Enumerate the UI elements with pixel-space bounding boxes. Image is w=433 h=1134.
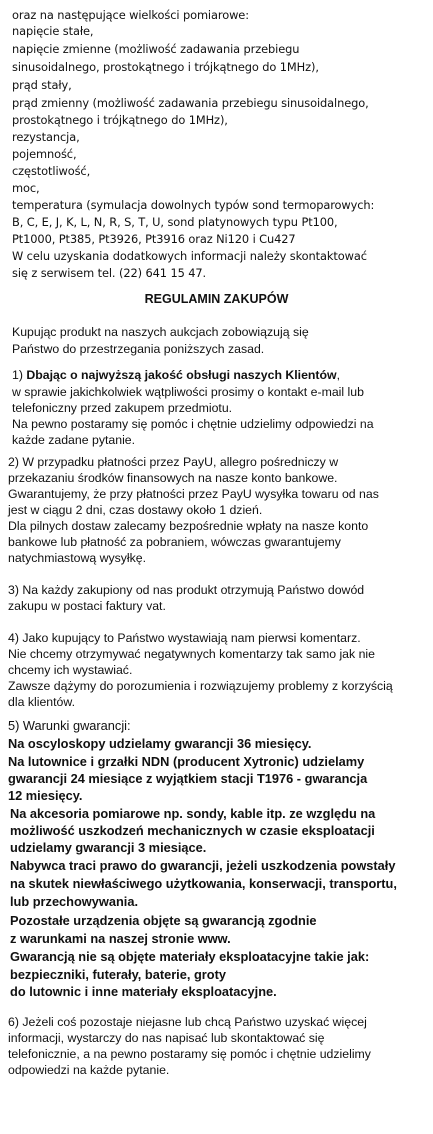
rule-1-line: telefoniczny przed zakupem przedmiotu. (12, 401, 233, 415)
warranty-line: Gwarancją nie są objęte materiały eksploatacyjne takie jak: (10, 949, 370, 964)
warranty-line: Pozostałe urządzenia objęte są gwarancją zgodnie (10, 913, 317, 928)
measurement-line: częstotliwość, (12, 164, 91, 178)
warranty-line: Na lutownice i grzałki NDN (producent Xytronic) udzielamy (8, 754, 365, 769)
warranty-line: Na oscyloskopy udzielamy gwarancji 36 miesięcy. (8, 736, 312, 751)
rule-1-number: 1) (12, 368, 27, 382)
warranty-line: 12 miesięcy. (8, 788, 83, 803)
warranty-line: lub przechowywania. (10, 894, 138, 909)
measurement-line: pojemność, (12, 147, 77, 161)
rule-2-line: natychmiastową wysyłkę. (8, 551, 147, 565)
rule-4-line: Nie chcemy otrzymywać negatywnych komentarzy tak samo jak nie (8, 647, 375, 661)
regulations-title: REGULAMIN ZAKUPÓW (144, 292, 289, 306)
rule-4-line: Zawsze dążymy do porozumienia i rozwiązujemy problemy z korzyścią (8, 679, 393, 693)
rule-2-line: przekazaniu środków finansowych na nasze konto bankowe. (8, 471, 338, 485)
rule-3-line: zakupu w postaci faktury vat. (8, 599, 166, 613)
measurement-line: rezystancja, (12, 130, 80, 144)
warranty-line: Nabywca traci prawo do gwarancji, jeżeli uszkodzenia powstały (10, 858, 396, 873)
rule-1-comma: , (336, 368, 341, 382)
rule-6-line: odpowiedzi na każde pytanie. (8, 1063, 170, 1077)
warranty-line: bezpieczniki, futerały, baterie, groty (10, 967, 226, 982)
rule-6-line: 6) Jeżeli coś pozostaje niejasne lub chcą Państwo uzyskać więcej (8, 1015, 367, 1029)
measurement-line: moc, (12, 181, 40, 195)
warranty-line: możliwość uszkodzeń mechanicznych w czasie eksploatacji (10, 823, 375, 838)
rule-2-line: Dla pilnych dostaw zalecamy bezpośrednie wpłaty na nasze konto (8, 519, 369, 533)
rule-3-line: 3) Na każdy zakupiony od nas produkt otrzymują Państwo dowód (8, 583, 365, 597)
measurement-line: temperatura (symulacja dowolnych typów sond termoparowych: (12, 198, 375, 212)
measurement-line: prąd stały, (12, 78, 72, 92)
measurement-line: prostokątnego i trójkątnego do 1MHz), (12, 113, 228, 127)
intro-line: Kupując produkt na naszych aukcjach zobowiązują się (12, 325, 309, 339)
measurement-line: sinusoidalnego, prostokątnego i trójkątnego do 1MHz), (12, 60, 319, 74)
rule-1-line: w sprawie jakichkolwiek wątpliwości prosimy o kontakt e-mail lub (12, 385, 364, 399)
warranty-line: do lutownic i inne materiały eksploatacyjne. (10, 984, 277, 999)
warranty-line: udzielamy gwarancji 3 miesiące. (10, 840, 207, 855)
warranty-line: na skutek niewłaściwego użytkowania, konserwacji, transportu, (10, 876, 397, 891)
rule-1-line: każde zadane pytanie. (12, 433, 136, 447)
warranty-line: z warunkami na naszej stronie www. (10, 931, 231, 946)
rule-4-line: 4) Jako kupujący to Państwo wystawiają nam pierwsi komentarz. (8, 631, 361, 645)
rule-2-line: Gwarantujemy, że przy płatności przez PayU wysyłka towaru od nas (8, 487, 379, 501)
measurement-line: prąd zmienny (możliwość zadawania przebiegu sinusoidalnego, (12, 96, 369, 110)
rule-5-heading: 5) Warunki gwarancji: (8, 718, 131, 733)
rule-4-line: chcemy ich wystawiać. (8, 663, 133, 677)
rule-1-line: Na pewno postaramy się pomóc i chętnie udzielimy odpowiedzi na (12, 417, 374, 431)
rule-4-line: dla klientów. (8, 695, 75, 709)
measurement-line: napięcie stałe, (12, 24, 94, 38)
measurement-line: W celu uzyskania dodatkowych informacji należy skontaktować (12, 249, 367, 263)
rule-1-heading (12, 368, 340, 382)
measurement-line: Pt1000, Pt385, Pt3926, Pt3916 oraz Ni120 i Cu427 (12, 232, 296, 246)
measurement-line: się z serwisem tel. (22) 641 15 47. (12, 266, 207, 280)
warranty-line: gwarancji 24 miesiące z wyjątkiem stacji T1976 - gwarancja (8, 771, 368, 786)
measurement-line: B, C, E, J, K, L, N, R, S, T, U, sond platynowych typu Pt100, (12, 215, 338, 229)
measurement-line: napięcie zmienne (możliwość zadawania przebiegu (12, 42, 300, 56)
warranty-line: Na akcesoria pomiarowe np. sondy, kable itp. ze względu na (10, 806, 376, 821)
intro-line: Państwo do przestrzegania poniższych zasad. (12, 342, 265, 356)
rule-6-line: informacji, wystarczy do nas napisać lub skontaktować się (8, 1031, 325, 1045)
rule-2-line: 2) W przypadku płatności przez PayU, allegro pośredniczy w (8, 455, 339, 469)
rule-2-line: jest w ciągu 2 dni, czas dostawy około 1 dzień. (8, 503, 263, 517)
rule-6-line: telefonicznie, a na pewno postaramy się pomóc i chętnie udzielimy (8, 1047, 371, 1061)
measurement-line: oraz na następujące wielkości pomiarowe: (12, 8, 249, 22)
rule-1-bold-text: Dbając o najwyższą jakość obsługi naszych Klientów (26, 368, 337, 382)
rule-2-line: bankowe lub płatność za pobraniem, wówczas gwarantujemy (8, 535, 341, 549)
